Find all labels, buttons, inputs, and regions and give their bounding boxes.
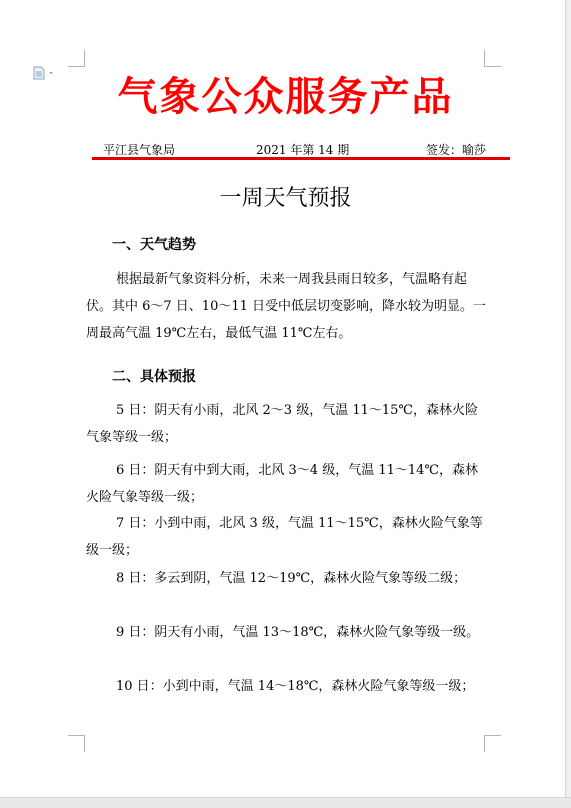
horizontal-scrollbar[interactable] (0, 797, 571, 808)
forecast-item: 5 日：阴天有小雨，北风 2～3 级，气温 11～15℃，森林火险气象等级一级； (86, 403, 478, 445)
forecast-item: 6 日：阴天有中到大雨，北风 3～4 级，气温 11～14℃，森林火险气象等级一级； (86, 463, 478, 505)
forecast-item: 10 日：小到中雨，气温 14～18℃，森林火险气象等级一级； (116, 679, 475, 694)
crop-mark-top-left (68, 50, 85, 67)
masthead-title: 气象公众服务产品 (117, 74, 454, 120)
signer-label: 签发：喻莎 (426, 143, 487, 157)
issuer-label: 平江县气象局 (103, 143, 176, 157)
crop-mark-top-right (484, 50, 501, 67)
red-divider (92, 157, 510, 160)
forecast-item: 9 日：阴天有小雨，气温 13～18℃，森林火险气象等级一级。 (116, 625, 480, 640)
crop-mark-bottom-right (484, 735, 501, 752)
vertical-scrollbar[interactable] (565, 0, 571, 797)
issue-number: 2021 年第 14 期 (256, 143, 350, 157)
forecast-item: 8 日：多云到阴，气温 12～19℃，森林火险气象等级二级； (116, 571, 467, 586)
trend-paragraph: 根据最新气象资料分析，未来一周我县雨日较多，气温略有起伏。其中 6～7 日、10～11 日受中低层切变影响，降水较为明显。一周最高气温 19℃左右，最低气温 11℃左右。 (86, 272, 487, 341)
section-heading-trend: 一、天气趋势 (112, 237, 196, 253)
section-heading-forecast: 二、具体预报 (112, 369, 196, 385)
crop-mark-bottom-left (68, 735, 85, 752)
forecast-item: 7 日：小到中雨，北风 3 级，气温 11～15℃，森林火险气象等级一级； (86, 516, 483, 558)
document-title: 一周天气预报 (219, 186, 352, 211)
